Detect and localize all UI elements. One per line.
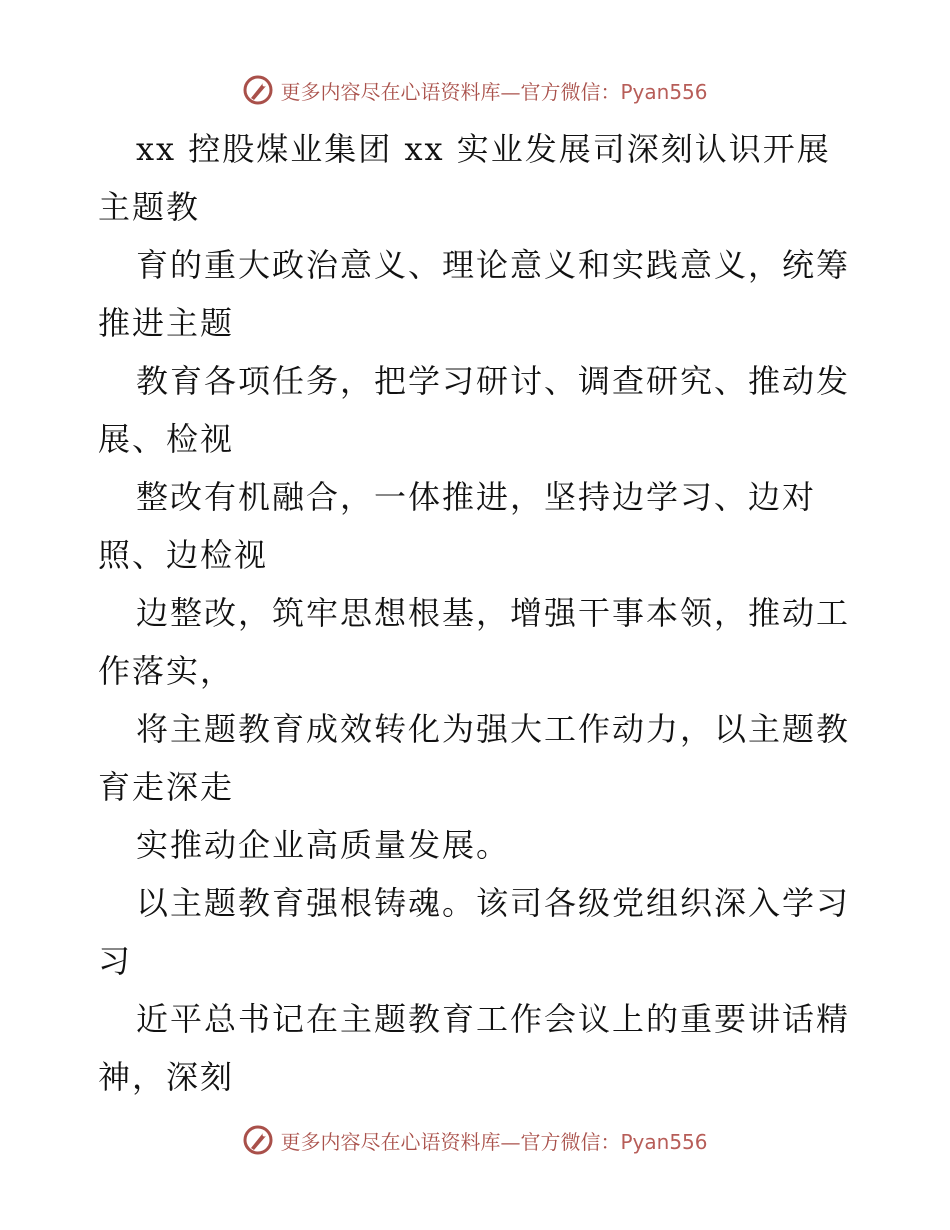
body-line: xx 控股煤业集团 xx 实业发展司深刻认识开展 (136, 130, 831, 168)
body-line: 边整改，筑牢思想根基，增强干事本领，推动工 (136, 594, 851, 632)
document-body (98, 120, 858, 1106)
body-line: 近平总书记在主题教育工作会议上的重要讲话精 (136, 1000, 851, 1038)
body-line: 主题教 (98, 188, 201, 226)
body-line: 神，深刻 (98, 1058, 235, 1096)
header-wechat-id: Pyan556 (620, 79, 708, 104)
header-banner (0, 68, 950, 112)
footer-banner-text (280, 1126, 707, 1155)
footer-banner-label: 更多内容尽在心语资料库—官方微信： (280, 1129, 621, 1154)
body-line: 育的重大政治意义、理论意义和实践意义，统筹 (136, 246, 851, 284)
footer-wechat-id: Pyan556 (620, 1129, 708, 1154)
pen-logo-icon (242, 74, 274, 106)
body-line: 育走深走 (98, 768, 235, 806)
body-line: 照、边检视 (98, 536, 269, 574)
footer-banner (0, 1118, 950, 1162)
body-line: 实推动企业高质量发展。 (136, 826, 511, 864)
body-line: 以主题教育强根铸魂。该司各级党组织深入学习 (136, 884, 851, 922)
body-line: 习 (98, 942, 133, 980)
header-banner-text (280, 76, 707, 105)
body-line: 整改有机融合，一体推进，坚持边学习、边对 (136, 478, 817, 516)
body-line: 教育各项任务，把学习研讨、调查研究、推动发 (136, 362, 851, 400)
body-line: 将主题教育成效转化为强大工作动力，以主题教 (136, 710, 851, 748)
body-line: 推进主题 (98, 304, 235, 342)
header-banner-label: 更多内容尽在心语资料库—官方微信： (280, 79, 621, 104)
body-line: 展、检视 (98, 420, 235, 458)
body-line: 作落实， (98, 652, 235, 690)
pen-logo-icon (242, 1124, 274, 1156)
